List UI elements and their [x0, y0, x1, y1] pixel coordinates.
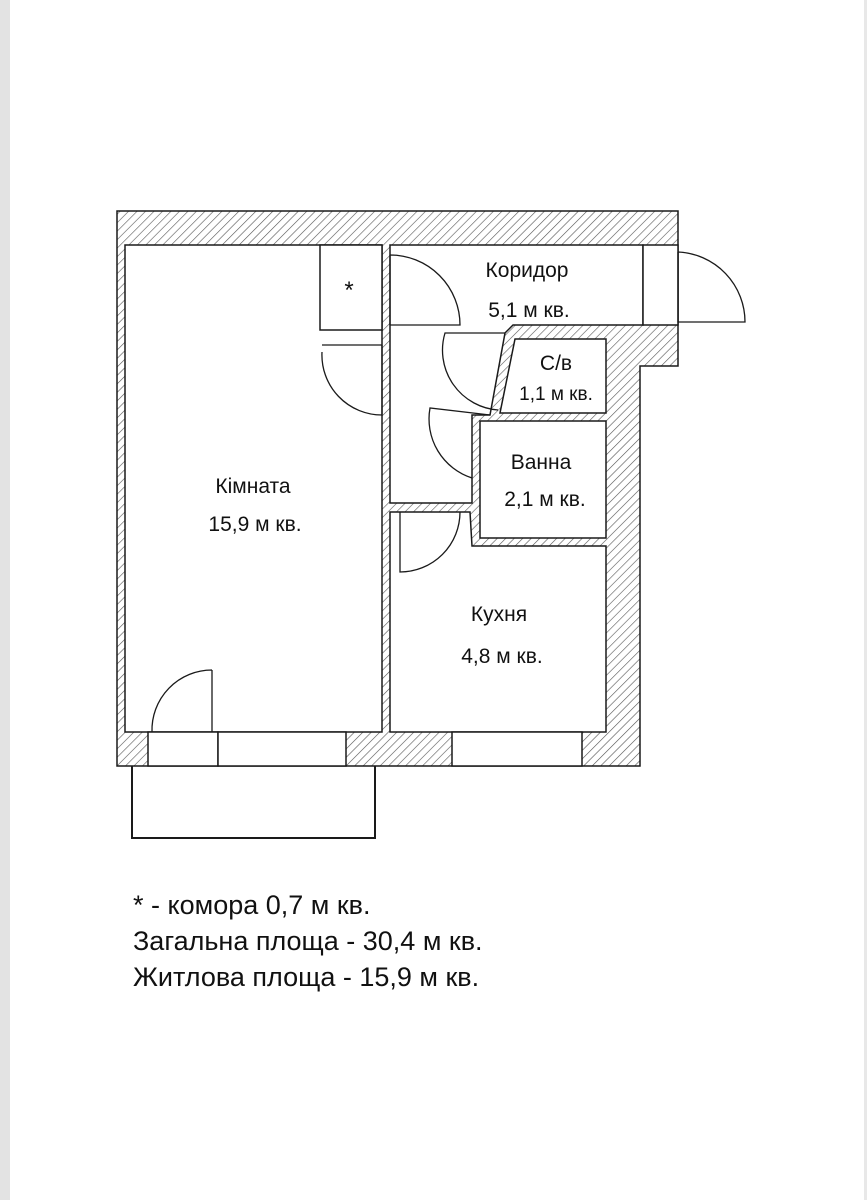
bath-area: 2,1 м кв. [504, 488, 586, 511]
corridor-name: Коридор [485, 259, 569, 282]
room-name: Кімната [215, 475, 291, 498]
legend [133, 887, 483, 995]
wc-name: С/в [539, 352, 573, 375]
legend-total-area: Загальна площа - 30,4 м кв. [133, 926, 483, 956]
kitchen-area: 4,8 м кв. [461, 645, 543, 668]
kitchen-name: Кухня [470, 603, 528, 626]
bath-interior [480, 421, 606, 538]
entrance-doorway [643, 245, 678, 325]
window-room-1 [148, 732, 218, 766]
corridor-area: 5,1 м кв. [488, 299, 570, 322]
storage-mark: * [344, 277, 354, 304]
window-room-2 [218, 732, 346, 766]
legend-living-area: Житлова площа - 15,9 м кв. [133, 962, 480, 992]
door-swing-entrance [678, 252, 745, 322]
wc-area: 1,1 м кв. [519, 384, 593, 405]
balcony [132, 766, 375, 838]
bath-name: Ванна [510, 451, 572, 474]
window-kitchen [452, 732, 582, 766]
room-area: 15,9 м кв. [208, 513, 302, 536]
legend-storage-note: * - комора 0,7 м кв. [133, 890, 371, 920]
